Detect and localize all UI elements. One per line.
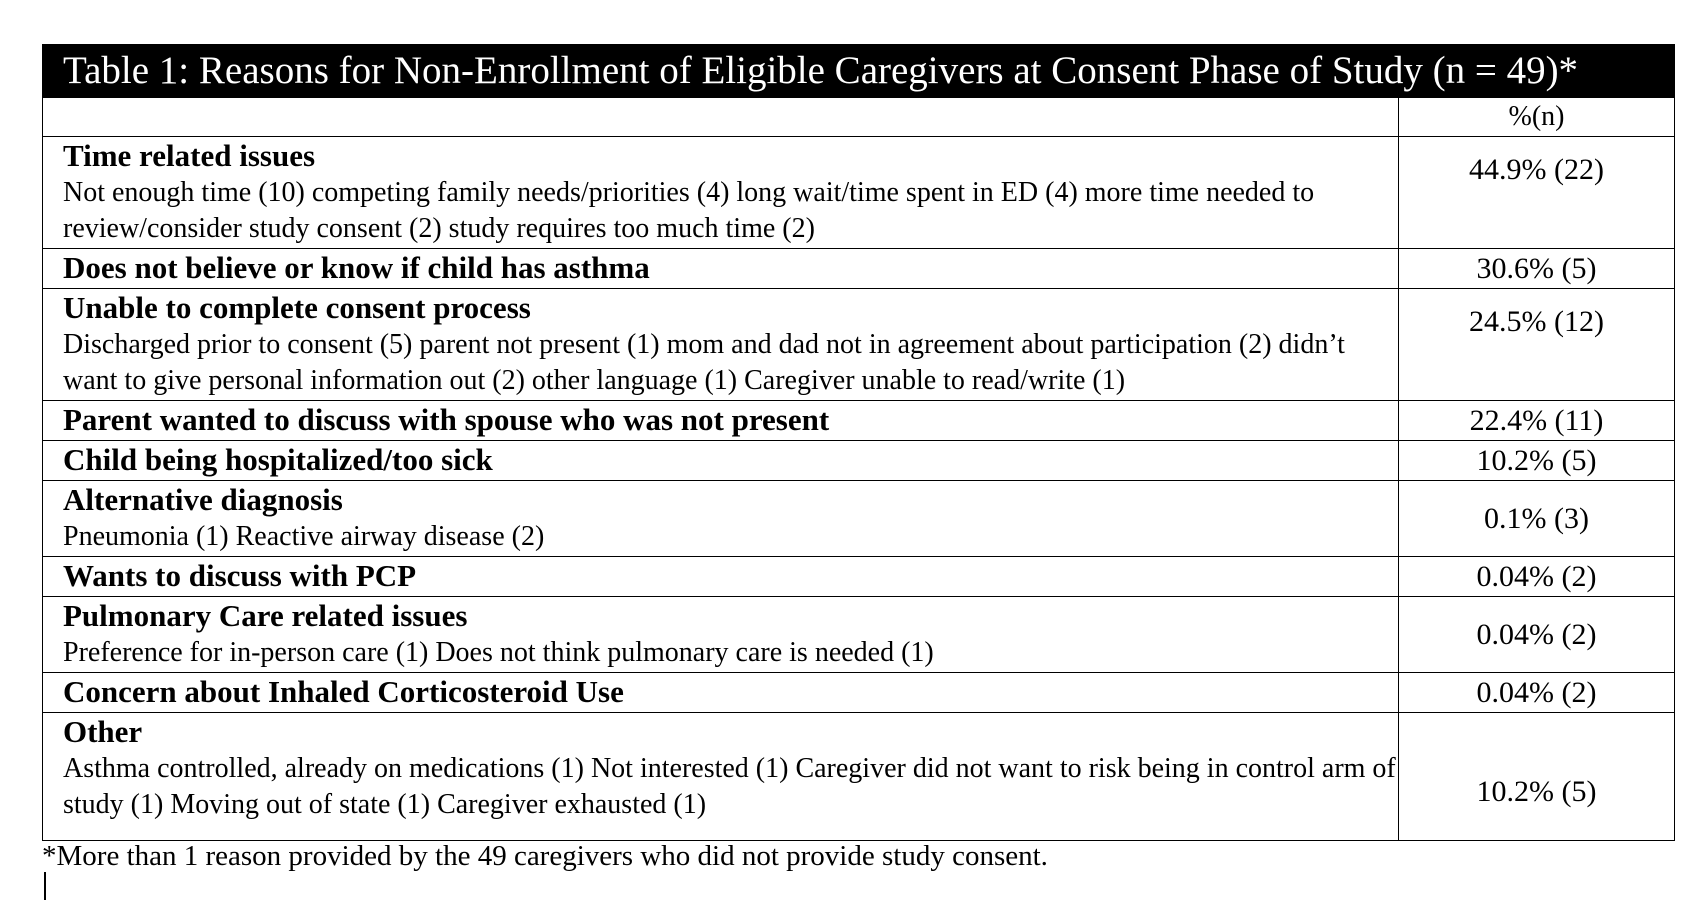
- reason-cell: [43, 289, 1399, 401]
- table-caption: Table 1: Reasons for Non-Enrollment of Eligible Caregivers at Consent Phase of Study (n = 49)*: [43, 45, 1675, 98]
- percent-cell: [1399, 441, 1675, 481]
- percent-cell: [1399, 557, 1675, 597]
- table-row: [43, 557, 1675, 597]
- reason-cell: [43, 557, 1399, 597]
- reason-cell: [43, 673, 1399, 713]
- percent-cell: [1399, 673, 1675, 713]
- table-row: [43, 137, 1675, 249]
- column-header-percent-n: %(n): [1399, 98, 1675, 137]
- percent-cell: [1399, 249, 1675, 289]
- reason-detail: Preference for in-person care (1) Does not think pulmonary care is needed (1): [63, 637, 934, 668]
- percent-cell: [1399, 481, 1675, 557]
- table-row: [43, 249, 1675, 289]
- reason-title: Time related issues: [63, 138, 316, 173]
- reason-detail: Asthma controlled, already on medications (1) Not interested (1) Caregiver did not want to risk being in control arm of study (1) Moving out of state (1) Caregiver exhausted (1): [63, 753, 1396, 820]
- percent-value: 0.1% (3): [1484, 501, 1589, 535]
- reason-title: Other: [63, 714, 143, 749]
- reason-detail: Discharged prior to consent (5) parent not present (1) mom and dad not in agreement about participation (2) didn’t want to give personal information out (2) other language (1) Caregiver unable to read/write (1): [63, 329, 1345, 396]
- percent-cell: [1399, 713, 1675, 841]
- percent-value: 30.6% (5): [1476, 251, 1597, 285]
- reason-title: Parent wanted to discuss with spouse who was not present: [63, 402, 830, 437]
- percent-cell: [1399, 597, 1675, 673]
- table-row: [43, 481, 1675, 557]
- reason-cell: [43, 597, 1399, 673]
- reason-detail: Pneumonia (1) Reactive airway disease (2): [63, 521, 545, 552]
- reason-title: Wants to discuss with PCP: [63, 558, 417, 593]
- reason-title: Pulmonary Care related issues: [63, 598, 468, 633]
- reason-cell: [43, 401, 1399, 441]
- table-footnote: *More than 1 reason provided by the 49 caregivers who did not provide study consent.: [42, 840, 1048, 872]
- table-row: [43, 401, 1675, 441]
- percent-value: 10.2% (5): [1476, 443, 1597, 477]
- percent-value: 10.2% (5): [1476, 774, 1597, 808]
- percent-value: 0.04% (2): [1476, 559, 1597, 593]
- percent-cell: [1399, 401, 1675, 441]
- table-row: [43, 673, 1675, 713]
- table-caption-row: [43, 45, 1675, 98]
- table-row: [43, 441, 1675, 481]
- percent-value: 24.5% (12): [1469, 305, 1604, 338]
- reason-title: Child being hospitalized/too sick: [63, 442, 493, 477]
- percent-value: 44.9% (22): [1469, 153, 1604, 186]
- percent-value: 0.04% (2): [1476, 675, 1597, 709]
- percent-value: 0.04% (2): [1476, 617, 1597, 651]
- reason-cell: [43, 137, 1399, 249]
- table-row: [43, 713, 1675, 841]
- column-header-row: [43, 98, 1675, 137]
- reasons-table: [42, 44, 1675, 841]
- reason-cell: [43, 481, 1399, 557]
- reason-title: Does not believe or know if child has asthma: [63, 250, 650, 285]
- reason-title: Concern about Inhaled Corticosteroid Use: [63, 674, 624, 709]
- table-row: [43, 597, 1675, 673]
- reason-title: Alternative diagnosis: [63, 482, 343, 517]
- reason-detail: Not enough time (10) competing family needs/priorities (4) long wait/time spent in ED (4) more time needed to review/consider study consent (2) study requires too much time (2): [63, 177, 1315, 244]
- text-cursor: [44, 872, 46, 900]
- percent-cell: [1399, 289, 1675, 401]
- header-empty-cell: [43, 98, 1399, 137]
- reason-cell: [43, 441, 1399, 481]
- reason-cell: [43, 713, 1399, 841]
- reason-cell: [43, 249, 1399, 289]
- percent-value: 22.4% (11): [1469, 403, 1604, 437]
- table-row: [43, 289, 1675, 401]
- reason-title: Unable to complete consent process: [63, 290, 531, 325]
- percent-cell: [1399, 137, 1675, 249]
